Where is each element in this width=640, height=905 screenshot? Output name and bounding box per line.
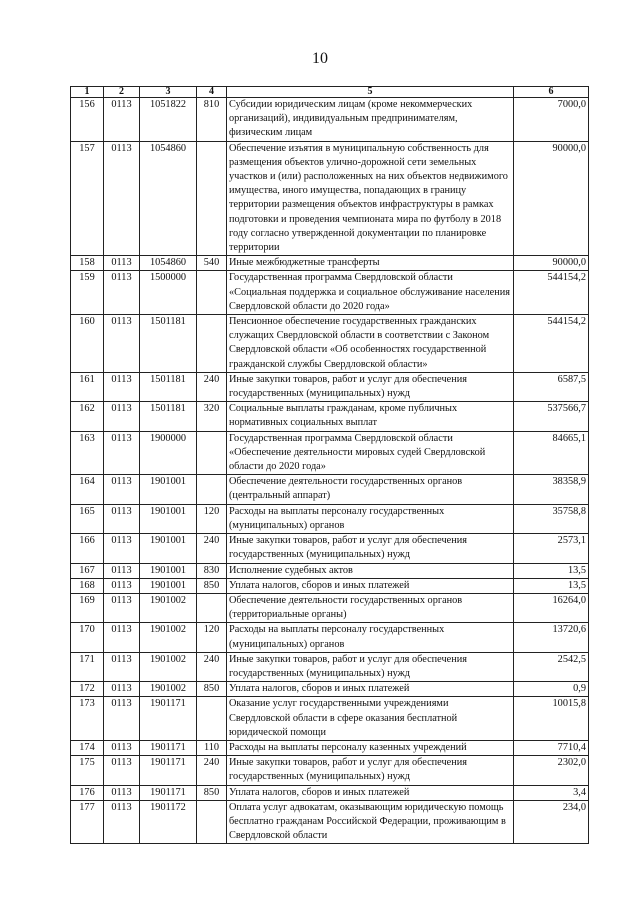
row-number-cell: 176 — [71, 785, 104, 800]
expense-type-cell — [197, 800, 227, 844]
amount-cell: 544154,2 — [514, 271, 589, 315]
section-code-cell: 0113 — [104, 504, 140, 533]
section-code-cell: 0113 — [104, 563, 140, 578]
section-code-cell: 0113 — [104, 315, 140, 373]
target-article-cell: 1500000 — [140, 271, 197, 315]
expense-type-cell: 240 — [197, 372, 227, 401]
expense-type-cell: 850 — [197, 578, 227, 593]
amount-cell: 13,5 — [514, 563, 589, 578]
amount-cell: 7710,4 — [514, 740, 589, 755]
amount-cell: 90000,0 — [514, 256, 589, 271]
table-row — [71, 756, 589, 785]
target-article-cell: 1501181 — [140, 315, 197, 373]
expense-type-cell: 810 — [197, 98, 227, 142]
row-number-cell: 156 — [71, 98, 104, 142]
table-row — [71, 652, 589, 681]
target-article-cell: 1900000 — [140, 431, 197, 475]
target-article-cell: 1051822 — [140, 98, 197, 142]
expense-name-cell: Расходы на выплаты персоналу казенных учреждений — [227, 740, 514, 755]
amount-cell: 7000,0 — [514, 98, 589, 142]
amount-cell: 16264,0 — [514, 593, 589, 622]
table-row — [71, 563, 589, 578]
row-number-cell: 166 — [71, 534, 104, 563]
expense-name-cell: Уплата налогов, сборов и иных платежей — [227, 682, 514, 697]
expense-name-cell: Оказание услуг государственными учреждениями Свердловской области в сфере оказания бесплатной юридической помощи — [227, 697, 514, 741]
target-article-cell: 1901171 — [140, 740, 197, 755]
page-number: 10 — [312, 50, 328, 67]
amount-cell: 13720,6 — [514, 623, 589, 652]
target-article-cell: 1901001 — [140, 475, 197, 504]
table-row — [71, 682, 589, 697]
target-article-cell: 1901002 — [140, 652, 197, 681]
target-article-cell: 1901001 — [140, 504, 197, 533]
row-number-cell: 170 — [71, 623, 104, 652]
expense-name-cell: Уплата налогов, сборов и иных платежей — [227, 785, 514, 800]
table-row — [71, 623, 589, 652]
section-code-cell: 0113 — [104, 593, 140, 622]
section-code-cell: 0113 — [104, 652, 140, 681]
row-number-cell: 167 — [71, 563, 104, 578]
amount-cell: 6587,5 — [514, 372, 589, 401]
expense-name-cell: Иные закупки товаров, работ и услуг для обеспечения государственных (муниципальных) нужд — [227, 534, 514, 563]
row-number-cell: 164 — [71, 475, 104, 504]
table-body — [71, 98, 589, 844]
column-header: 1 — [71, 87, 104, 98]
column-header: 6 — [514, 87, 589, 98]
expense-type-cell: 540 — [197, 256, 227, 271]
section-code-cell: 0113 — [104, 372, 140, 401]
amount-cell: 35758,8 — [514, 504, 589, 533]
target-article-cell: 1901001 — [140, 534, 197, 563]
amount-cell: 10015,8 — [514, 697, 589, 741]
expense-name-cell: Иные закупки товаров, работ и услуг для обеспечения государственных (муниципальных) нужд — [227, 372, 514, 401]
amount-cell: 0,9 — [514, 682, 589, 697]
expense-name-cell: Исполнение судебных актов — [227, 563, 514, 578]
amount-cell: 2542,5 — [514, 652, 589, 681]
table-row — [71, 431, 589, 475]
expense-type-cell — [197, 475, 227, 504]
section-code-cell: 0113 — [104, 697, 140, 741]
expense-name-cell: Пенсионное обеспечение государственных гражданских служащих Свердловской области в соответствии с Законом Свердловской области «Об особенностях государственной гражданской службы Свердловской области» — [227, 315, 514, 373]
expense-name-cell: Расходы на выплаты персоналу государственных (муниципальных) органов — [227, 504, 514, 533]
amount-cell: 84665,1 — [514, 431, 589, 475]
amount-cell: 234,0 — [514, 800, 589, 844]
section-code-cell: 0113 — [104, 785, 140, 800]
target-article-cell: 1901001 — [140, 563, 197, 578]
expense-type-cell — [197, 315, 227, 373]
amount-cell: 544154,2 — [514, 315, 589, 373]
budget-table — [70, 86, 589, 844]
section-code-cell: 0113 — [104, 578, 140, 593]
amount-cell: 38358,9 — [514, 475, 589, 504]
expense-name-cell: Социальные выплаты гражданам, кроме публичных нормативных социальных выплат — [227, 402, 514, 431]
amount-cell: 2302,0 — [514, 756, 589, 785]
amount-cell: 2573,1 — [514, 534, 589, 563]
section-code-cell: 0113 — [104, 756, 140, 785]
table-row — [71, 504, 589, 533]
expense-name-cell: Обеспечение деятельности государственных органов (центральный аппарат) — [227, 475, 514, 504]
expense-type-cell — [197, 697, 227, 741]
section-code-cell: 0113 — [104, 141, 140, 256]
table-row — [71, 800, 589, 844]
expense-name-cell: Иные межбюджетные трансферты — [227, 256, 514, 271]
row-number-cell: 169 — [71, 593, 104, 622]
target-article-cell: 1901002 — [140, 682, 197, 697]
section-code-cell: 0113 — [104, 256, 140, 271]
target-article-cell: 1901171 — [140, 756, 197, 785]
target-article-cell: 1901001 — [140, 578, 197, 593]
section-code-cell: 0113 — [104, 682, 140, 697]
target-article-cell: 1901172 — [140, 800, 197, 844]
target-article-cell: 1054860 — [140, 256, 197, 271]
table-row — [71, 271, 589, 315]
expense-type-cell: 850 — [197, 785, 227, 800]
row-number-cell: 172 — [71, 682, 104, 697]
row-number-cell: 177 — [71, 800, 104, 844]
row-number-cell: 159 — [71, 271, 104, 315]
expense-type-cell — [197, 593, 227, 622]
amount-cell: 537566,7 — [514, 402, 589, 431]
expense-type-cell — [197, 431, 227, 475]
table-row — [71, 256, 589, 271]
expense-type-cell: 240 — [197, 534, 227, 563]
column-header: 2 — [104, 87, 140, 98]
target-article-cell: 1901171 — [140, 785, 197, 800]
table-row — [71, 534, 589, 563]
target-article-cell: 1901002 — [140, 623, 197, 652]
section-code-cell: 0113 — [104, 623, 140, 652]
amount-cell: 13,5 — [514, 578, 589, 593]
row-number-cell: 165 — [71, 504, 104, 533]
expense-type-cell: 110 — [197, 740, 227, 755]
expense-name-cell: Оплата услуг адвокатам, оказывающим юридическую помощь бесплатно гражданам Российской Федерации, проживающим в Свердловской области — [227, 800, 514, 844]
expense-name-cell: Обеспечение деятельности государственных органов (территориальные органы) — [227, 593, 514, 622]
row-number-cell: 157 — [71, 141, 104, 256]
row-number-cell: 168 — [71, 578, 104, 593]
expense-type-cell: 850 — [197, 682, 227, 697]
expense-type-cell — [197, 141, 227, 256]
table-row — [71, 372, 589, 401]
expense-name-cell: Субсидии юридическим лицам (кроме некоммерческих организаций), индивидуальным предпринимателям, физическим лицам — [227, 98, 514, 142]
expense-name-cell: Иные закупки товаров, работ и услуг для обеспечения государственных (муниципальных) нужд — [227, 652, 514, 681]
target-article-cell: 1054860 — [140, 141, 197, 256]
column-header: 3 — [140, 87, 197, 98]
expense-name-cell: Иные закупки товаров, работ и услуг для обеспечения государственных (муниципальных) нужд — [227, 756, 514, 785]
target-article-cell: 1501181 — [140, 402, 197, 431]
row-number-cell: 162 — [71, 402, 104, 431]
expense-type-cell — [197, 271, 227, 315]
expense-type-cell: 320 — [197, 402, 227, 431]
table-row — [71, 578, 589, 593]
amount-cell: 90000,0 — [514, 141, 589, 256]
row-number-cell: 163 — [71, 431, 104, 475]
expense-name-cell: Расходы на выплаты персоналу государственных (муниципальных) органов — [227, 623, 514, 652]
section-code-cell: 0113 — [104, 800, 140, 844]
row-number-cell: 171 — [71, 652, 104, 681]
expense-name-cell: Обеспечение изъятия в муниципальную собственность для размещения объектов улично-дорожной сети земельных участков и (или) расположенных на них объектов недвижимого имущества, иного имущества, попадающих в границу территории размещения объектов инфраструктуры в рамках подготовки и проведения чемпионата мира по футболу в 2018 году согласно утвержденной документации по планировке территории — [227, 141, 514, 256]
section-code-cell: 0113 — [104, 431, 140, 475]
row-number-cell: 175 — [71, 756, 104, 785]
table-row — [71, 785, 589, 800]
table-row — [71, 697, 589, 741]
table-row — [71, 315, 589, 373]
column-header: 4 — [197, 87, 227, 98]
section-code-cell: 0113 — [104, 534, 140, 563]
expense-name-cell: Государственная программа Свердловской области «Обеспечение деятельности мировых судей Свердловской области до 2020 года» — [227, 431, 514, 475]
header-row — [71, 87, 589, 98]
row-number-cell: 160 — [71, 315, 104, 373]
target-article-cell: 1901171 — [140, 697, 197, 741]
table-row — [71, 98, 589, 142]
table-row — [71, 402, 589, 431]
expense-name-cell: Уплата налогов, сборов и иных платежей — [227, 578, 514, 593]
column-header: 5 — [227, 87, 514, 98]
expense-type-cell: 240 — [197, 652, 227, 681]
row-number-cell: 158 — [71, 256, 104, 271]
row-number-cell: 161 — [71, 372, 104, 401]
amount-cell: 3,4 — [514, 785, 589, 800]
table-row — [71, 593, 589, 622]
section-code-cell: 0113 — [104, 475, 140, 504]
section-code-cell: 0113 — [104, 98, 140, 142]
expense-name-cell: Государственная программа Свердловской области «Социальная поддержка и социальное обслуживание населения Свердловской области до 2020 года» — [227, 271, 514, 315]
table-row — [71, 475, 589, 504]
section-code-cell: 0113 — [104, 271, 140, 315]
section-code-cell: 0113 — [104, 740, 140, 755]
row-number-cell: 174 — [71, 740, 104, 755]
table-header — [71, 87, 589, 98]
row-number-cell: 173 — [71, 697, 104, 741]
expense-type-cell: 120 — [197, 623, 227, 652]
table-row — [71, 740, 589, 755]
expense-type-cell: 830 — [197, 563, 227, 578]
target-article-cell: 1901002 — [140, 593, 197, 622]
table-row — [71, 141, 589, 256]
expense-type-cell: 120 — [197, 504, 227, 533]
expense-type-cell: 240 — [197, 756, 227, 785]
target-article-cell: 1501181 — [140, 372, 197, 401]
section-code-cell: 0113 — [104, 402, 140, 431]
